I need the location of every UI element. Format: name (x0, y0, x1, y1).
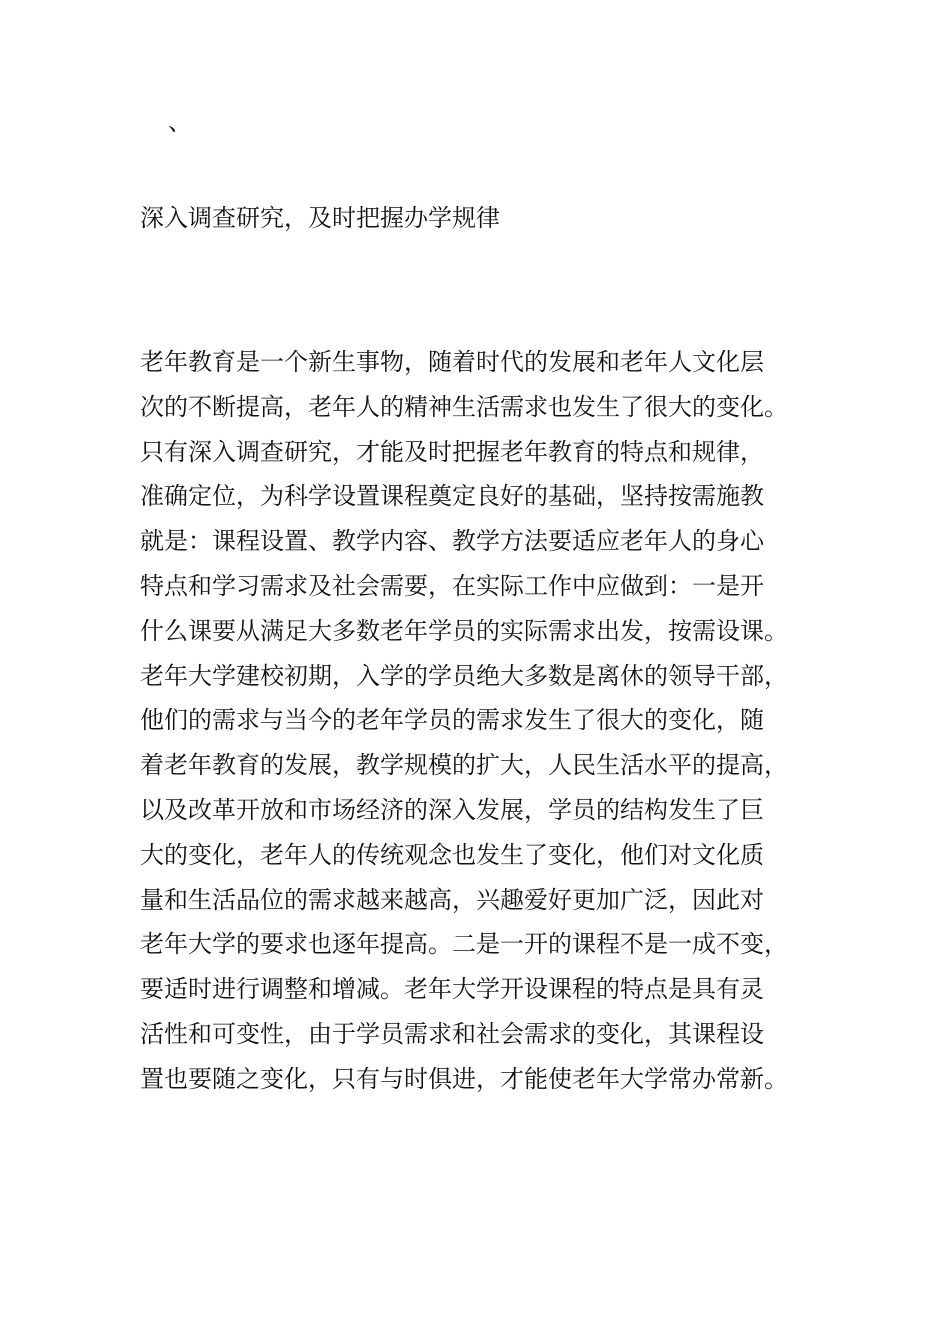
paragraph-line: 老年大学的要求也逐年提高。二是一开的课程不是一成不变， (140, 930, 788, 959)
paragraph-line: 以及改革开放和市场经济的深入发展，学员的结构发生了巨 (140, 795, 764, 824)
paragraph-line: 就是：课程设置、教学内容、教学方法要适应老年人的身心 (140, 527, 764, 556)
paragraph-line: 要适时进行调整和增减。老年大学开设课程的特点是具有灵 (140, 975, 764, 1004)
section-heading: 深入调查研究，及时把握办学规律 (140, 204, 500, 232)
body-paragraph (140, 340, 830, 1102)
leading-punctuation-mark: 、 (168, 108, 192, 136)
paragraph-line: 活性和可变性，由于学员需求和社会需求的变化，其课程设 (140, 1019, 764, 1048)
paragraph-line: 老年大学建校初期，入学的学员绝大多数是离休的领导干部， (140, 661, 788, 690)
paragraph-line: 准确定位，为科学设置课程奠定良好的基础，坚持按需施教 (140, 482, 764, 511)
paragraph-line: 大的变化，老年人的传统观念也发生了变化，他们对文化质 (140, 840, 764, 869)
paragraph-line: 着老年教育的发展，教学规模的扩大，人民生活水平的提高， (140, 751, 788, 780)
paragraph-line: 量和生活品位的需求越来越高，兴趣爱好更加广泛，因此对 (140, 885, 764, 914)
paragraph-line: 特点和学习需求及社会需要，在实际工作中应做到：一是开 (140, 571, 764, 600)
paragraph-line: 只有深入调查研究，才能及时把握老年教育的特点和规律， (140, 437, 764, 466)
paragraph-line: 什么课要从满足大多数老年学员的实际需求出发，按需设课。 (140, 616, 788, 645)
paragraph-line: 次的不断提高，老年人的精神生活需求也发生了很大的变化。 (140, 392, 788, 421)
paragraph-line: 他们的需求与当今的老年学员的需求发生了很大的变化，随 (140, 706, 764, 735)
paragraph-line: 老年教育是一个新生事物，随着时代的发展和老年人文化层 (140, 348, 764, 376)
paragraph-line: 置也要随之变化，只有与时俱进，才能使老年大学常办常新。 (140, 1064, 788, 1093)
